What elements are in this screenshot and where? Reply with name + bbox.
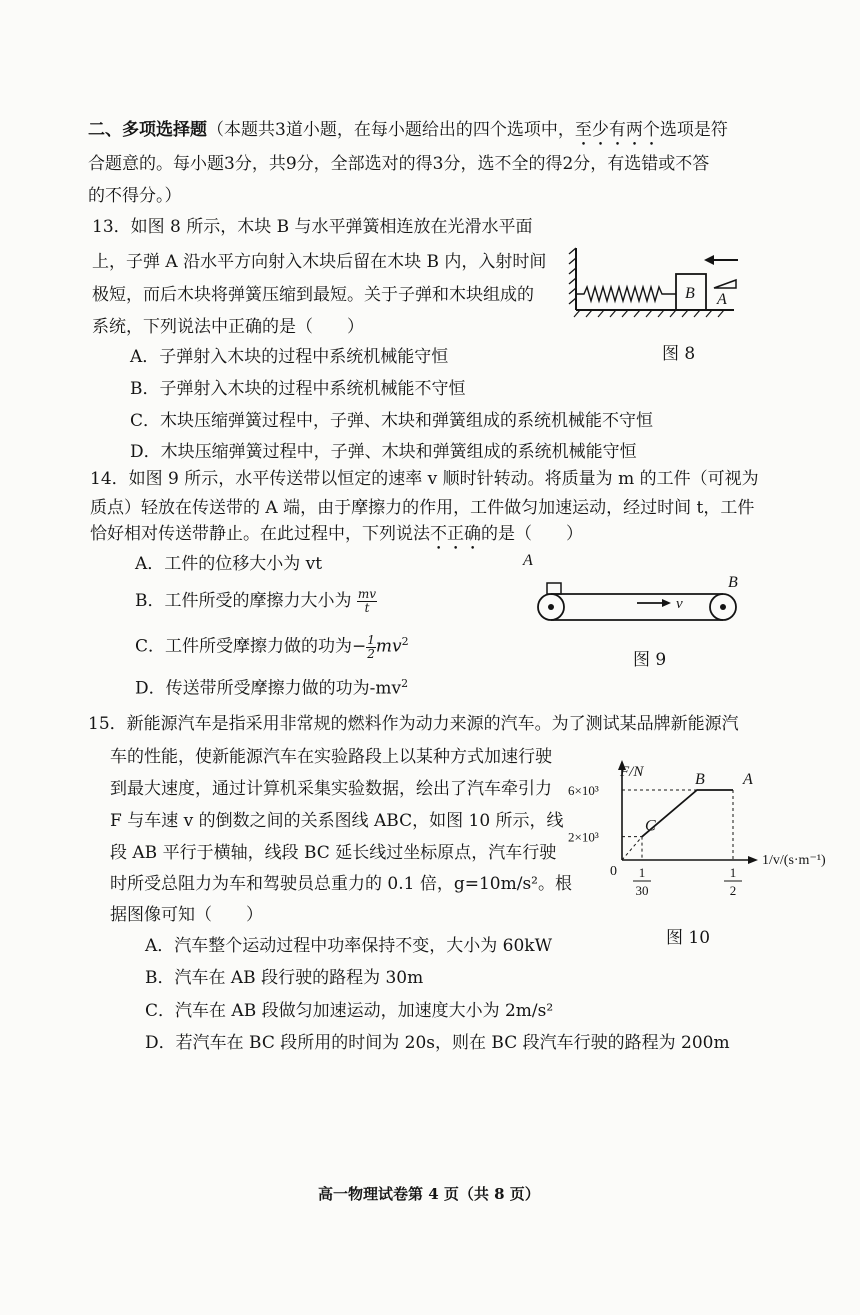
q15-option-c: C．汽车在 AB 段做匀加速运动，加速度大小为 2m/s² <box>145 1001 554 1021</box>
q13-option-b: B．子弹射入木块的过程中系统机械能不守恒 <box>130 379 466 399</box>
q13-option-a: A．子弹射入木块的过程中系统机械能守恒 <box>130 347 449 367</box>
fig8-label-b: B <box>685 285 695 302</box>
q14-option-c <box>135 630 409 661</box>
arrow-left-icon <box>704 255 738 265</box>
q15-line-3: 到最大速度，通过计算机采集实验数据，绘出了汽车牵引力 <box>110 779 552 799</box>
q13-line-1: 13．如图 8 所示，木块 B 与水平弹簧相连放在光滑水平面 <box>92 217 533 237</box>
section-intro-emph: 至少有两个 <box>574 120 660 140</box>
q14-option-c-text: C．工件所受摩擦力做的功为− <box>135 636 367 657</box>
q14-line-2: 质点）轻放在传送带的 A 端，由于摩擦力的作用，工件做匀加速运动，经过时间 t，工件 <box>90 498 755 518</box>
q15-line-1: 15．新能源汽车是指采用非常规的燃料作为动力来源的汽车。为了测试某品牌新能源汽 <box>88 714 739 734</box>
q15-line-6: 时所受总阻力为车和驾驶员总重力的 0.1 倍，g=10m/s²。根 <box>110 874 572 894</box>
q14-option-c-num: 1 <box>367 632 375 647</box>
x-tick-denominator-0: 30 <box>635 883 649 898</box>
figure-8-caption: 图 8 <box>662 344 696 364</box>
y-axis-label: F/N <box>620 764 644 780</box>
q15-option-b: B．汽车在 AB 段行驶的路程为 30m <box>145 968 424 988</box>
q13-line-4: 系统，下列说法中正确的是（ ） <box>92 317 364 337</box>
q15-line-7: 据图像可知（ ） <box>110 905 263 925</box>
fig8-label-a: A <box>717 291 727 308</box>
q13-option-d: D．木块压缩弹簧过程中，子弹、木块和弹簧组成的系统机械能守恒 <box>130 442 637 462</box>
q15-line-4: F 与车速 v 的倒数之间的关系图线 ABC，如图 10 所示，线 <box>110 811 564 831</box>
x-tick-denominator-1: 2 <box>729 883 737 898</box>
q14-line-3 <box>90 522 583 554</box>
fig9-label-v: v <box>676 596 683 612</box>
q14-option-b-text: B．工件所受的摩擦力大小为 <box>135 591 352 611</box>
q13-line-2: 上，子弹 A 沿水平方向射入木块后留在木块 B 内，入射时间 <box>92 252 547 272</box>
q14-line-3a: 恰好相对传送带静止。在此过程中，下列说法 <box>90 524 430 544</box>
x-axis-label <box>762 853 826 868</box>
y-tick-label-2000: 2×10³ <box>568 829 599 845</box>
figure-10-chart <box>562 752 848 902</box>
origin-label: 0 <box>610 864 617 879</box>
extension-to-origin <box>622 837 642 860</box>
q14-option-c-exp: 2 <box>401 635 409 648</box>
q14-option-a: A．工件的位移大小为 vt <box>135 554 323 574</box>
figure-10-caption: 图 10 <box>666 928 711 948</box>
section-intro-1b: 选项是符 <box>659 120 728 140</box>
x-tick-numerator-0: 1 <box>638 865 646 880</box>
floor-icon <box>574 310 734 317</box>
section-intro-3: 的不得分。） <box>88 186 182 206</box>
q14-option-b <box>135 588 377 615</box>
q14-line-3-emph: 不正确 <box>430 524 481 544</box>
point-label-c: C <box>645 817 656 835</box>
q14-option-b-fraction <box>357 588 377 615</box>
spring-icon <box>576 287 676 301</box>
wall-icon <box>569 248 576 310</box>
q15-option-a: A．汽车整个运动过程中功率保持不变，大小为 60kW <box>145 936 553 956</box>
section-intro-2: 合题意的。每小题3分，共9分，全部选对的得3分，选不全的得2分，有选错或不答 <box>88 154 710 174</box>
y-tick-label-6000: 6×10³ <box>568 783 599 798</box>
q13-option-c: C．木块压缩弹簧过程中，子弹、木块和弹簧组成的系统机械能不守恒 <box>130 411 654 431</box>
point-label-b: B <box>695 771 705 788</box>
q14-option-c-den: 2 <box>367 646 375 661</box>
x-tick-numerator-1: 1 <box>729 865 737 880</box>
fig9-label-a: A <box>523 552 533 569</box>
figure-9-conveyor <box>515 545 755 630</box>
q14-option-d <box>135 672 408 701</box>
x-axis-label-text: 1/v/(s·m⁻¹) <box>762 853 826 868</box>
q14-option-b-den: t <box>364 601 370 615</box>
section-title: 二、多项选择题 <box>88 120 207 140</box>
section-header <box>88 118 728 150</box>
q14-option-d-exp: 2 <box>401 677 409 690</box>
q14-line-1: 14．如图 9 所示，水平传送带以恒定的速率 v 顺时针转动。将质量为 m 的工件（可视为 <box>90 469 759 489</box>
q15-line-5: 段 AB 平行于横轴，线段 BC 延长线过坐标原点，汽车行驶 <box>110 843 557 863</box>
q15-line-2: 车的性能，使新能源汽车在实验路段上以某种方式加速行驶 <box>110 747 552 767</box>
figure-8-spring-block <box>566 240 746 320</box>
q14-line-3b: 的是（ ） <box>481 524 583 544</box>
q14-option-c-post: mv <box>375 636 402 657</box>
workpiece-icon <box>547 583 561 594</box>
q14-option-d-text: D．传送带所受摩擦力做的功为-mv <box>135 678 402 699</box>
bullet-a-icon <box>714 280 736 288</box>
q13-line-3: 极短，而后木块将弹簧压缩到最短。关于子弹和木块组成的 <box>92 285 534 305</box>
figure-9-caption: 图 9 <box>633 650 667 670</box>
arrow-right-icon <box>637 599 671 607</box>
q14-option-b-num: mv <box>357 587 377 601</box>
section-intro-1a: （本题共3道小题，在每小题给出的四个选项中， <box>207 120 575 140</box>
point-label-a: A <box>743 771 753 788</box>
page-footer: 高一物理试卷第 4 页（共 8 页） <box>318 1185 540 1203</box>
q14-option-c-fraction <box>366 634 376 661</box>
fig9-label-b: B <box>728 574 738 591</box>
q15-option-d: D．若汽车在 BC 段所用的时间为 20s，则在 BC 段汽车行驶的路程为 200m <box>145 1033 730 1053</box>
